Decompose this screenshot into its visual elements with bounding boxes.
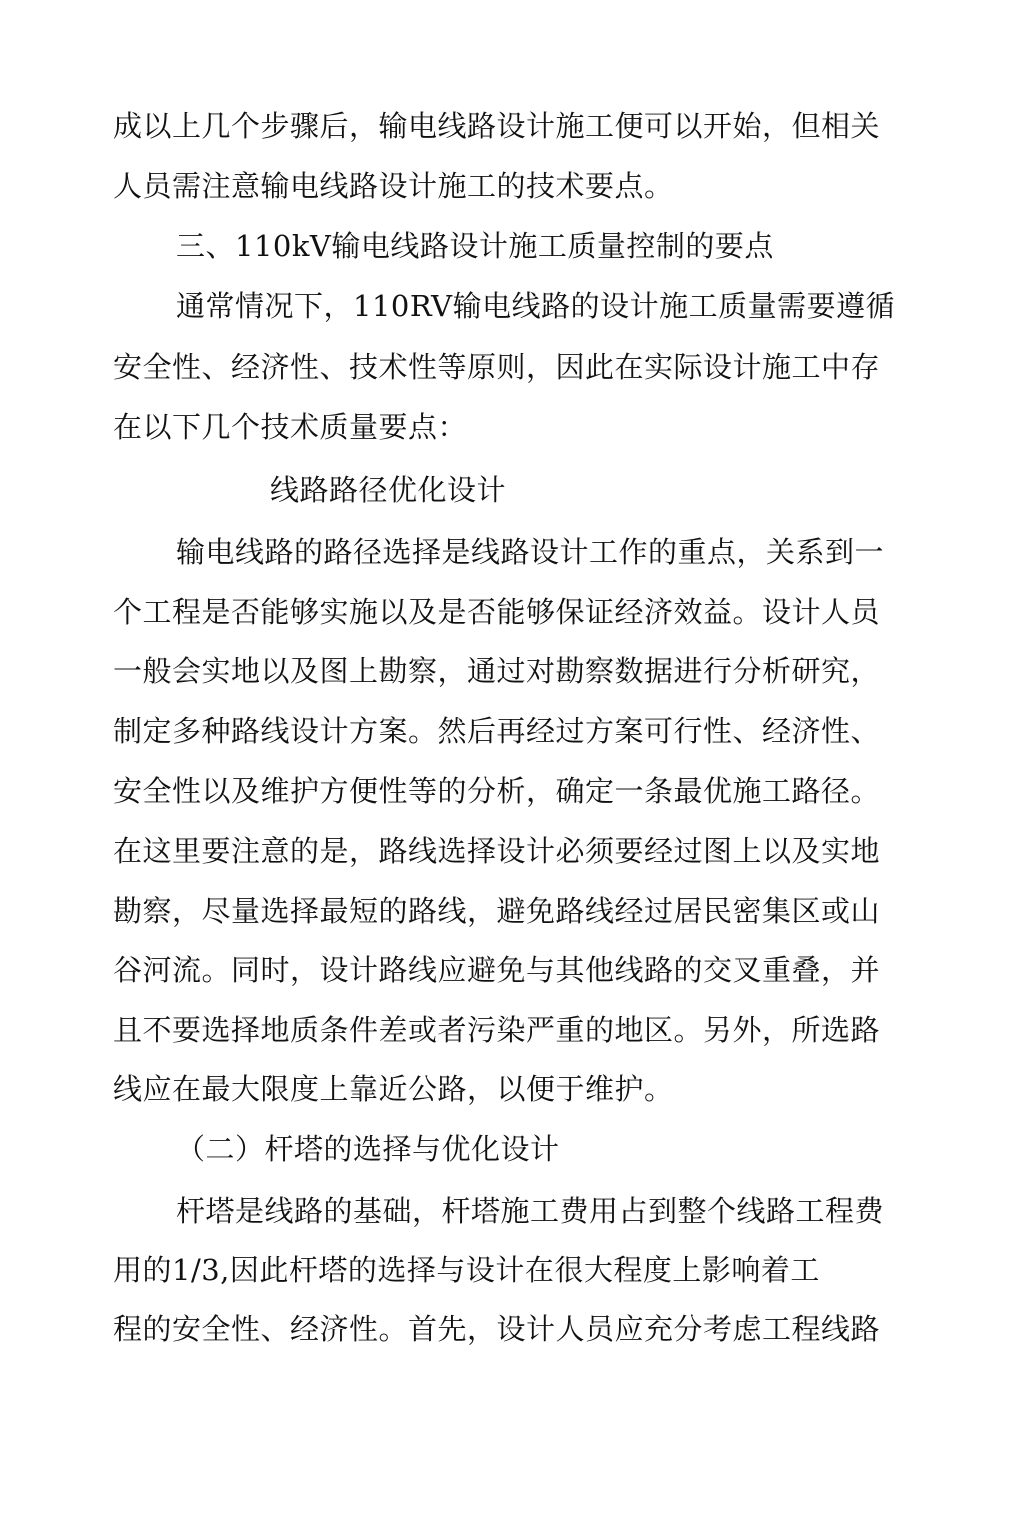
subheading-route-optimization: 线路路径优化设计 bbox=[270, 473, 507, 507]
paragraph-line-12: 安全性以及维护方便性等的分析，确定一条最优施工路径。 bbox=[113, 774, 881, 808]
paragraph-line-11: 制定多种路线设计方案。然后再经过方案可行性、经济性、 bbox=[113, 714, 881, 748]
paragraph-line-15: 谷河流。同时，设计路线应避免与其他线路的交叉重叠，并 bbox=[113, 953, 881, 987]
section-heading-tower: （二）杆塔的选择与优化设计 bbox=[176, 1132, 560, 1166]
paragraph-line-6: 在以下几个技术质量要点： bbox=[113, 410, 468, 444]
paragraph-line-9: 个工程是否能够实施以及是否能够保证经济效益。设计人员 bbox=[113, 595, 881, 629]
paragraph-line-10: 一般会实地以及图上勘察，通过对勘察数据进行分析研究， bbox=[113, 654, 881, 688]
paragraph-line-14: 勘察，尽量选择最短的路线，避免路线经过居民密集区或山 bbox=[113, 894, 881, 928]
section-heading-3: 三、110kV输电线路设计施工质量控制的要点 bbox=[176, 229, 774, 263]
paragraph-line-17: 线应在最大限度上靠近公路，以便于维护。 bbox=[113, 1072, 674, 1106]
paragraph-line-21: 程的安全性、经济性。首先，设计人员应充分考虑工程线路 bbox=[113, 1312, 881, 1346]
paragraph-line-4: 通常情况下，110RV输电线路的设计施工质量需要遵循 bbox=[176, 289, 896, 323]
paragraph-line-20: 用的1/3,因此杆塔的选择与设计在很大程度上影响着工 bbox=[113, 1253, 820, 1287]
paragraph-line-16: 且不要选择地质条件差或者污染严重的地区。另外，所选路 bbox=[113, 1013, 881, 1047]
paragraph-line-2: 人员需注意输电线路设计施工的技术要点。 bbox=[113, 169, 674, 203]
paragraph-line-1: 成以上几个步骤后，输电线路设计施工便可以开始，但相关 bbox=[113, 109, 881, 143]
paragraph-line-8: 输电线路的路径选择是线路设计工作的重点，关系到一 bbox=[176, 535, 885, 569]
paragraph-line-5: 安全性、经济性、技术性等原则，因此在实际设计施工中存 bbox=[113, 350, 881, 384]
paragraph-line-19: 杆塔是线路的基础，杆塔施工费用占到整个线路工程费 bbox=[176, 1194, 885, 1228]
paragraph-line-13: 在这里要注意的是，路线选择设计必须要经过图上以及实地 bbox=[113, 834, 881, 868]
